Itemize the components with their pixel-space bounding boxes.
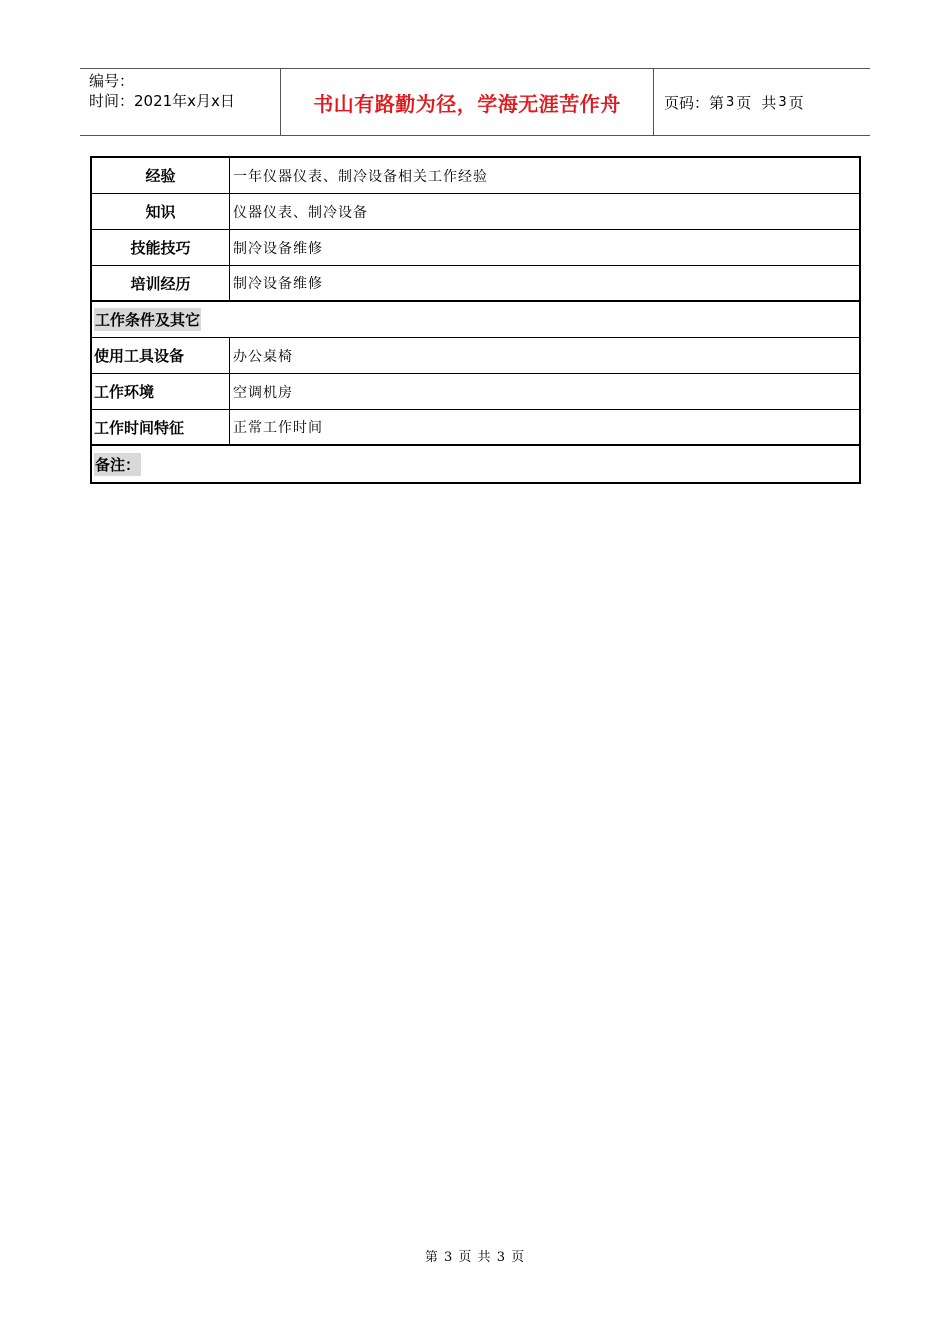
- table-row-training: [92, 266, 859, 302]
- table-row-environment: [92, 374, 859, 410]
- table-row-knowledge: [92, 194, 859, 230]
- page-current: 3: [726, 94, 735, 110]
- row-label: 使用工具设备: [92, 338, 230, 373]
- remarks-label: 备注：: [94, 453, 141, 476]
- table-row-skills: [92, 230, 859, 266]
- header-motto: 书山有路勤为径，学海无涯苦作舟: [281, 69, 654, 135]
- row-value: 正常工作时间: [233, 420, 323, 436]
- table-row-experience: [92, 158, 859, 194]
- page-prefix: 页码：第: [664, 93, 725, 112]
- section-title: 工作条件及其它: [94, 308, 201, 331]
- total-suffix: 页: [788, 93, 804, 112]
- page-footer: 第 3 页 共 3 页: [424, 1250, 526, 1265]
- row-label: 知识: [92, 194, 230, 229]
- total-prefix: 共: [761, 93, 777, 112]
- page-total: 3: [778, 94, 787, 110]
- header-page-info: [654, 69, 870, 135]
- job-spec-table: [90, 156, 861, 484]
- page-mid: 页: [736, 93, 752, 112]
- row-value: 制冷设备维修: [233, 276, 323, 292]
- row-label: 工作时间特征: [92, 410, 230, 444]
- row-value: 制冷设备维修: [233, 240, 323, 257]
- document-header: [80, 68, 870, 136]
- code-label: 编号：: [89, 72, 135, 90]
- remarks-row: [92, 446, 859, 482]
- row-value: 办公桌椅: [233, 348, 293, 365]
- row-label: 技能技巧: [92, 230, 230, 265]
- row-label: 经验: [92, 158, 230, 193]
- table-row-tools: [92, 338, 859, 374]
- header-info: [80, 69, 281, 135]
- row-label: 工作环境: [92, 374, 230, 409]
- table-row-work-time: [92, 410, 859, 446]
- row-label: 培训经历: [92, 266, 230, 300]
- time-label: 时间：2021年x月x日: [89, 92, 235, 110]
- row-value: 空调机房: [233, 384, 293, 401]
- section-header-work-conditions: [92, 302, 859, 338]
- row-value: 一年仪器仪表、制冷设备相关工作经验: [233, 168, 488, 185]
- row-value: 仪器仪表、制冷设备: [233, 204, 368, 221]
